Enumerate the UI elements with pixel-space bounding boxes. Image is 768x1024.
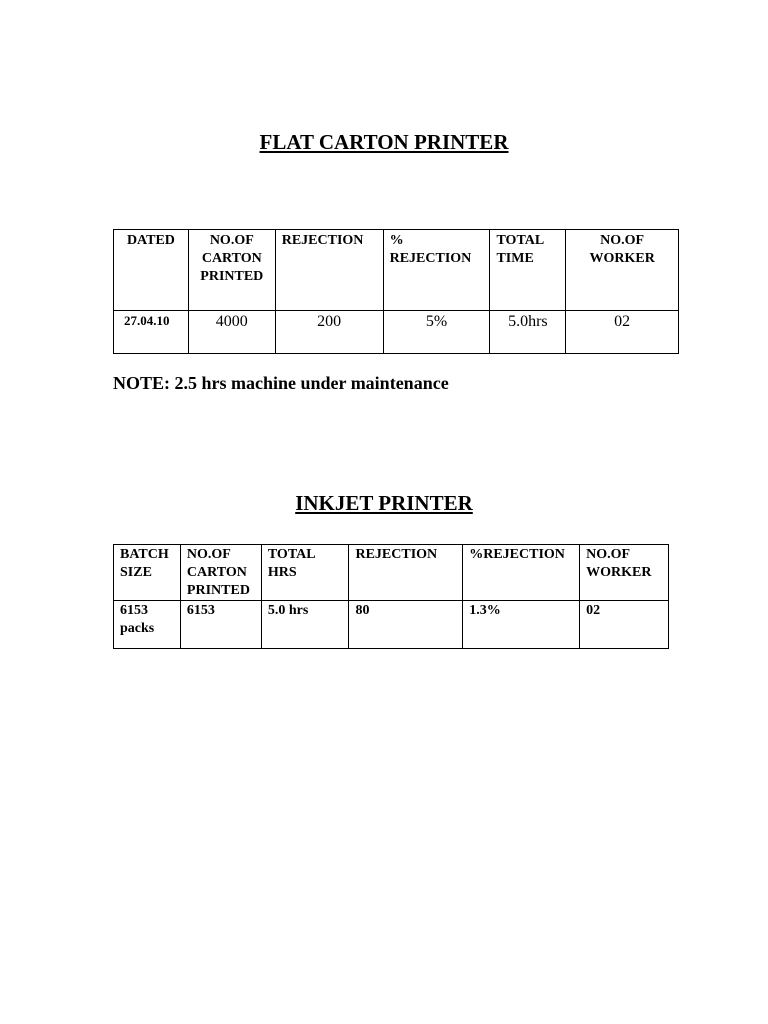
- cell-workers: 02: [580, 601, 669, 649]
- cell-workers: 02: [566, 311, 679, 354]
- header-batch-size: BATCH SIZE: [114, 545, 181, 601]
- cell-cartons-printed: 6153: [180, 601, 261, 649]
- flat-carton-printer-table: [113, 229, 679, 354]
- table-row: [114, 311, 679, 354]
- cell-total-time: 5.0hrs: [490, 311, 566, 354]
- table-row: [114, 601, 669, 649]
- cell-batch-size: 6153 packs: [114, 601, 181, 649]
- header-total-time: TOTAL TIME: [490, 230, 566, 311]
- table-header-row: [114, 230, 679, 311]
- inkjet-printer-table: [113, 544, 669, 649]
- header-workers: NO.OF WORKER: [566, 230, 679, 311]
- header-percent-rejection: %REJECTION: [463, 545, 580, 601]
- cell-total-hrs: 5.0 hrs: [261, 601, 349, 649]
- maintenance-note: NOTE: 2.5 hrs machine under maintenance: [113, 373, 449, 393]
- cell-rejection: 200: [275, 311, 383, 354]
- header-rejection: REJECTION: [275, 230, 383, 311]
- table-header-row: [114, 545, 669, 601]
- header-total-hrs: TOTAL HRS: [261, 545, 349, 601]
- header-cartons-printed: NO.OF CARTON PRINTED: [188, 230, 275, 311]
- cell-date: 27.04.10: [114, 311, 189, 354]
- header-rejection: REJECTION: [349, 545, 463, 601]
- inkjet-printer-title: INKJET PRINTER: [295, 491, 473, 515]
- cell-rejection: 80: [349, 601, 463, 649]
- header-cartons-printed: NO.OF CARTON PRINTED: [180, 545, 261, 601]
- header-workers: NO.OF WORKER: [580, 545, 669, 601]
- flat-carton-printer-title: FLAT CARTON PRINTER: [259, 130, 509, 154]
- cell-percent-rejection: 1.3%: [463, 601, 580, 649]
- cell-cartons-printed: 4000: [188, 311, 275, 354]
- header-percent-rejection: % REJECTION: [383, 230, 490, 311]
- header-dated: DATED: [114, 230, 189, 311]
- cell-percent-rejection: 5%: [383, 311, 490, 354]
